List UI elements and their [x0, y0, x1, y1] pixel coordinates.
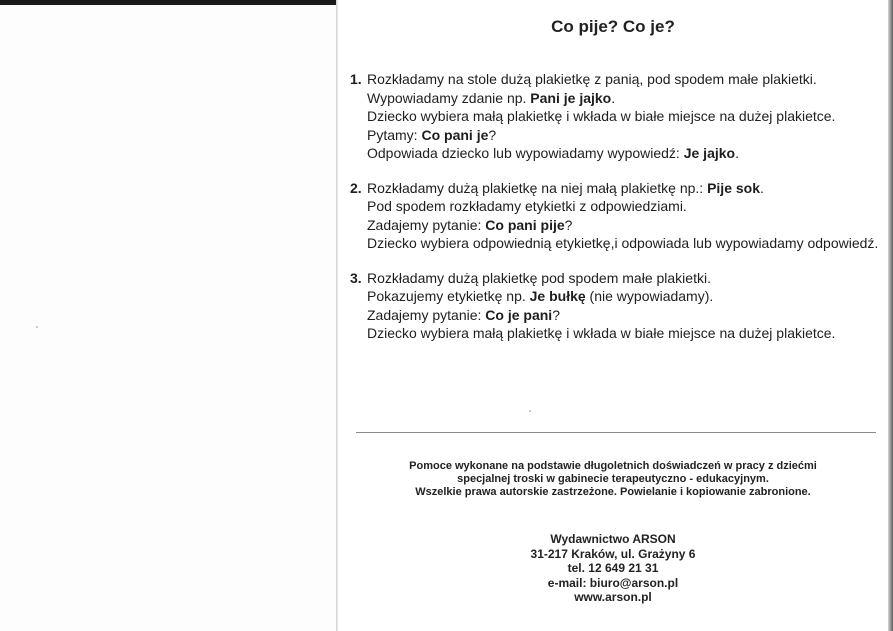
copyright-line: specjalnej troski w gabinecie terapeutyczno - edukacyjnym.: [457, 473, 769, 485]
publisher-address: 31-217 Kraków, ul. Grażyny 6: [530, 546, 696, 561]
step-line: [367, 197, 880, 216]
text-segment: ?: [488, 126, 497, 143]
text-segment: Dziecko wybiera małą plakietkę i wkłada w białe miejsce na dużej plakietce.: [367, 108, 836, 124]
step-line: [367, 144, 880, 163]
text-segment: Zadajemy pytanie:: [367, 216, 486, 233]
publisher-website: www.arson.pl: [574, 590, 652, 604]
step-number: 2.: [350, 179, 362, 196]
paper-speck: [529, 410, 531, 412]
text-segment: Dziecko wybiera małą plakietkę i wkłada w białe miejsce na dużej plakietce.: [367, 325, 836, 341]
step-line: [367, 234, 880, 253]
emphasized-phrase: Pani je jajko: [530, 89, 612, 106]
text-segment: Rozkładamy dużą plakietkę pod spodem małe plakietki.: [367, 269, 711, 286]
step-number: 3.: [350, 269, 362, 286]
text-segment: Pytamy:: [367, 126, 422, 143]
text-segment: .: [611, 89, 616, 106]
right-page-edge: [888, 0, 893, 631]
publisher-info: [338, 532, 888, 605]
instruction-list: [350, 70, 880, 359]
text-segment: ?: [552, 306, 560, 323]
step-number: 1.: [350, 71, 362, 87]
step-line: [367, 216, 880, 235]
text-segment: Dziecko wybiera odpowiednią etykietkę,i odpowiada lub wypowiadamy odpowiedź.: [367, 235, 879, 251]
publisher-name: Wydawnictwo ARSON: [550, 532, 676, 546]
left-blank-page: [0, 0, 336, 631]
copyright-line: Wszelkie prawa autorskie zastrzeżone. Powielanie i kopiowanie zabronione.: [415, 486, 811, 498]
step-line: [367, 287, 880, 306]
top-edge-bar: [0, 0, 336, 5]
emphasized-phrase: Je jajko: [683, 145, 736, 161]
text-segment: .: [760, 179, 764, 196]
emphasized-phrase: Co je pani: [485, 306, 553, 323]
text-segment: Rozkładamy dużą plakietkę na niej małą plakietkę np.:: [367, 179, 708, 196]
text-segment: ?: [564, 216, 573, 233]
emphasized-phrase: Pije sok: [707, 179, 760, 196]
step-text: [367, 179, 880, 253]
instruction-step: [350, 179, 880, 253]
step-text: [367, 70, 880, 163]
text-segment: Rozkładamy na stole dużą plakietkę z panią, pod spodem małe plakietki.: [367, 71, 817, 87]
copyright-notice: [338, 460, 888, 499]
publisher-email: e-mail: biuro@arson.pl: [547, 575, 679, 590]
text-segment: Pokazujemy etykietkę np.: [367, 288, 530, 304]
emphasized-phrase: Co pani je: [421, 126, 489, 143]
text-segment: (nie wypowiadamy).: [585, 288, 714, 304]
page-title: Co pije? Co je?: [551, 17, 675, 36]
text-segment: Pod spodem rozkładamy etykietki z odpowiedziami.: [367, 198, 687, 214]
instruction-step: [350, 269, 880, 343]
emphasized-phrase: Je bułkę: [529, 288, 586, 304]
text-segment: Odpowiada dziecko lub wypowiadamy wypowiedź:: [367, 145, 684, 161]
step-line: [367, 306, 880, 325]
step-line: [367, 269, 880, 288]
step-text: [367, 269, 880, 343]
instruction-step: [350, 70, 880, 163]
step-line: [367, 89, 880, 108]
paper-speck: [36, 326, 38, 328]
publisher-phone: tel. 12 649 21 31: [567, 561, 659, 575]
emphasized-phrase: Co pani pije: [485, 216, 565, 233]
footer-divider: [356, 432, 876, 433]
step-line: [367, 107, 880, 126]
step-line: [367, 126, 880, 145]
text-segment: Wypowiadamy zdanie np.: [367, 89, 531, 106]
text-segment: Zadajemy pytanie:: [367, 306, 486, 323]
step-line: [367, 179, 880, 198]
copyright-line: Pomoce wykonane na podstawie długoletnich doświadczeń w pracy z dziećmi: [409, 460, 817, 472]
text-segment: .: [735, 145, 739, 161]
step-line: [367, 70, 880, 89]
step-line: [367, 324, 880, 343]
